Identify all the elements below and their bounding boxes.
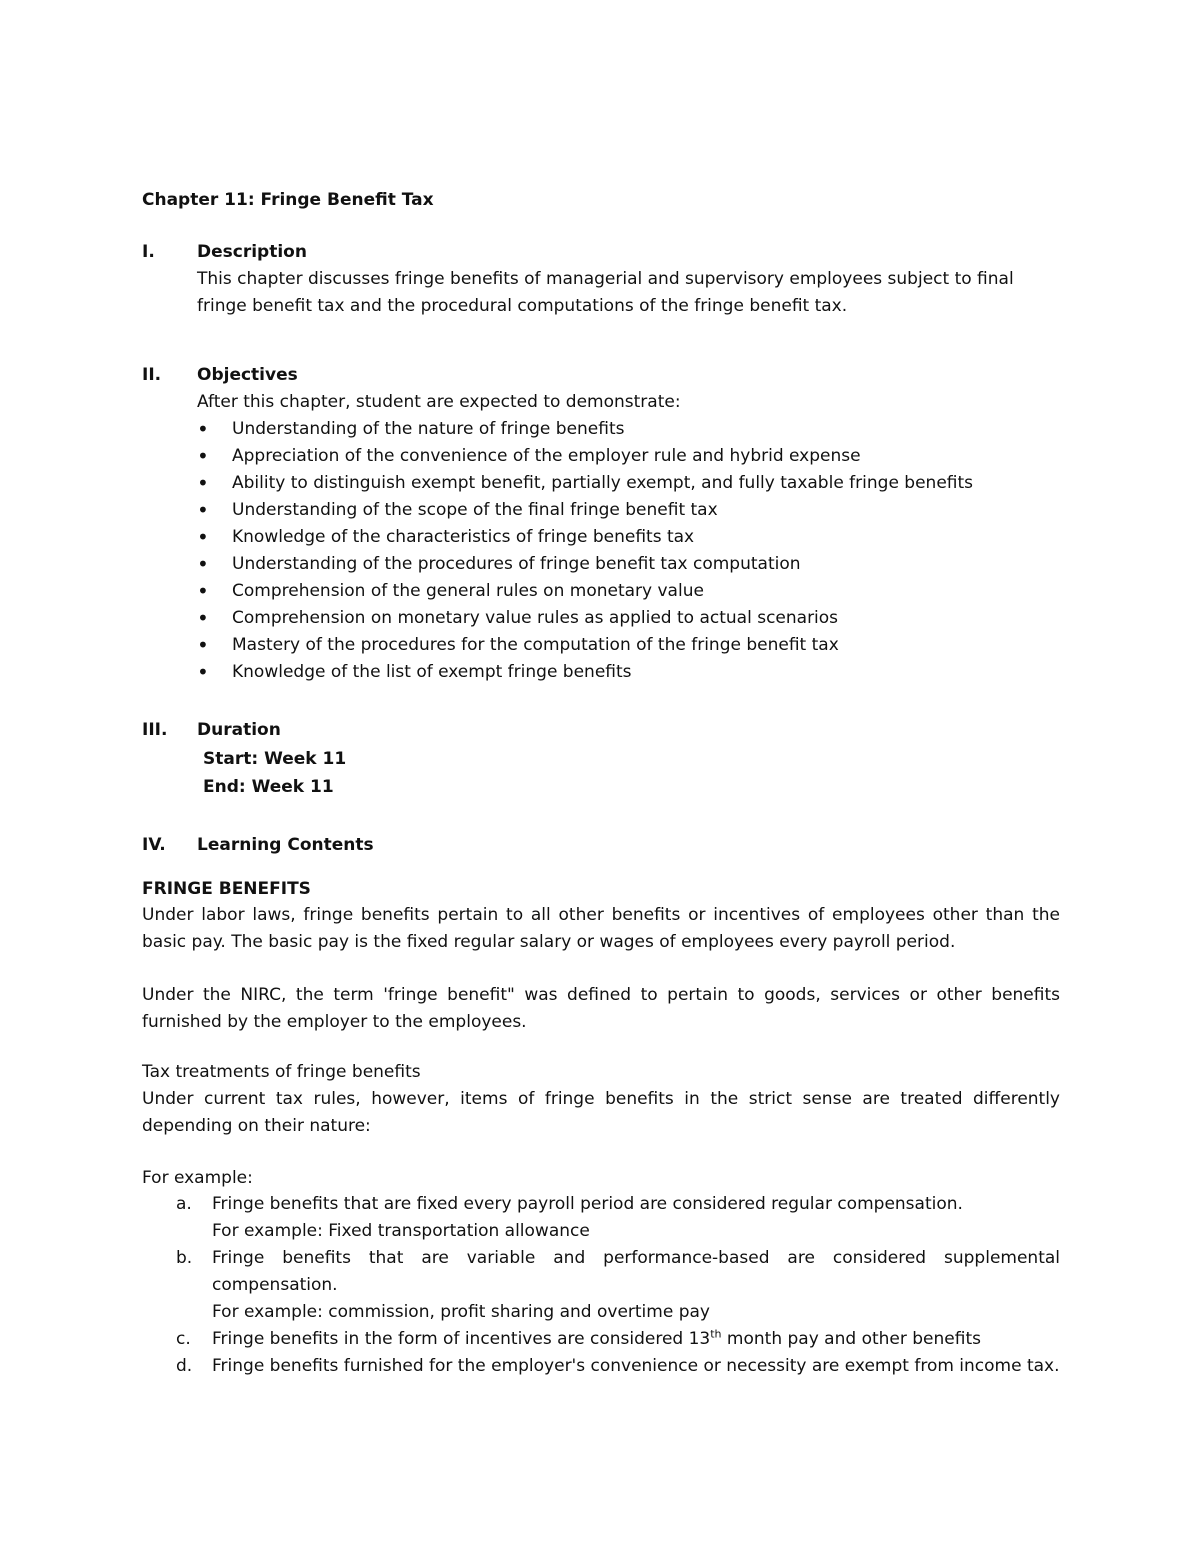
list-item-example: For example: commission, profit sharing and overtime pay [212, 1302, 710, 1322]
list-marker: b. [176, 1248, 193, 1268]
section-heading: Duration [197, 720, 281, 740]
description-text: This chapter discusses fringe benefits of managerial and supervisory employees subject to final fringe benefit tax and the procedural computations of the fringe benefit tax. [197, 269, 1014, 316]
objective-item: • Mastery of the procedures for the computation of the fringe benefit tax [197, 632, 1060, 659]
list-marker: c. [176, 1329, 191, 1349]
list-item-c [142, 1326, 1060, 1353]
objective-item: • Appreciation of the convenience of the employer rule and hybrid expense [197, 443, 1060, 470]
section-heading: Objectives [197, 365, 298, 385]
tax-treatments-text: Under current tax rules, however, items of fringe benefits in the strict sense are treated differently depending on their nature: [142, 1089, 1060, 1136]
objective-item: • Comprehension of the general rules on monetary value [197, 578, 1060, 605]
objective-item: • Comprehension on monetary value rules as applied to actual scenarios [197, 605, 1060, 632]
list-item-text-pre: Fringe benefits in the form of incentives are considered 13 [212, 1329, 711, 1349]
list-marker: d. [176, 1356, 193, 1376]
section-number: II. [142, 365, 162, 385]
section-heading: Learning Contents [197, 835, 374, 855]
objective-item: • Understanding of the nature of fringe benefits [197, 416, 1060, 443]
fringe-heading: FRINGE BENEFITS [142, 879, 311, 899]
objectives-intro: After this chapter, student are expected to demonstrate: [197, 392, 681, 412]
objective-item: • Understanding of the procedures of fringe benefit tax computation [197, 551, 1060, 578]
fringe-paragraph-2: Under the NIRC, the term 'fringe benefit" was defined to pertain to goods, services or other benefits furnished by the employer to the employees. [142, 985, 1060, 1032]
treatment-list [142, 1191, 1060, 1380]
objectives-list [197, 416, 1060, 686]
list-item-text: Fringe benefits that are variable and performance-based are considered supplemental compensation. [212, 1248, 1060, 1295]
objective-item: • Knowledge of the list of exempt fringe benefits [197, 659, 1060, 686]
section-number: IV. [142, 835, 166, 855]
example-intro: For example: [142, 1168, 253, 1188]
section-number: III. [142, 720, 168, 740]
list-item-text: Fringe benefits that are fixed every payroll period are considered regular compensation. [212, 1194, 963, 1214]
tax-treatments-heading: Tax treatments of fringe benefits [142, 1062, 421, 1082]
list-marker: a. [176, 1194, 192, 1214]
duration-start: Start: Week 11 [203, 749, 347, 769]
fringe-paragraph-1: Under labor laws, fringe benefits pertain to all other benefits or incentives of employees other than the basic pay. The basic pay is the fixed regular salary or wages of employees every payroll period. [142, 905, 1060, 952]
chapter-title: Chapter 11: Fringe Benefit Tax [142, 190, 434, 210]
list-item-example: For example: Fixed transportation allowance [212, 1221, 590, 1241]
objective-item: • Ability to distinguish exempt benefit, partially exempt, and fully taxable fringe benefits [197, 470, 1060, 497]
list-item-text [212, 1326, 1060, 1353]
section-number: I. [142, 242, 155, 262]
section-heading: Description [197, 242, 307, 262]
objective-item: • Knowledge of the characteristics of fringe benefits tax [197, 524, 1060, 551]
list-item-a [142, 1191, 1060, 1245]
list-item-b [142, 1245, 1060, 1326]
objective-item: • Understanding of the scope of the final fringe benefit tax [197, 497, 1060, 524]
list-item-text-post: month pay and other benefits [721, 1329, 981, 1349]
list-item-d [142, 1353, 1060, 1380]
list-item-text: Fringe benefits furnished for the employer's convenience or necessity are exempt from income tax. [212, 1356, 1060, 1376]
ordinal-suffix: th [710, 1327, 722, 1341]
duration-end: End: Week 11 [203, 777, 334, 797]
